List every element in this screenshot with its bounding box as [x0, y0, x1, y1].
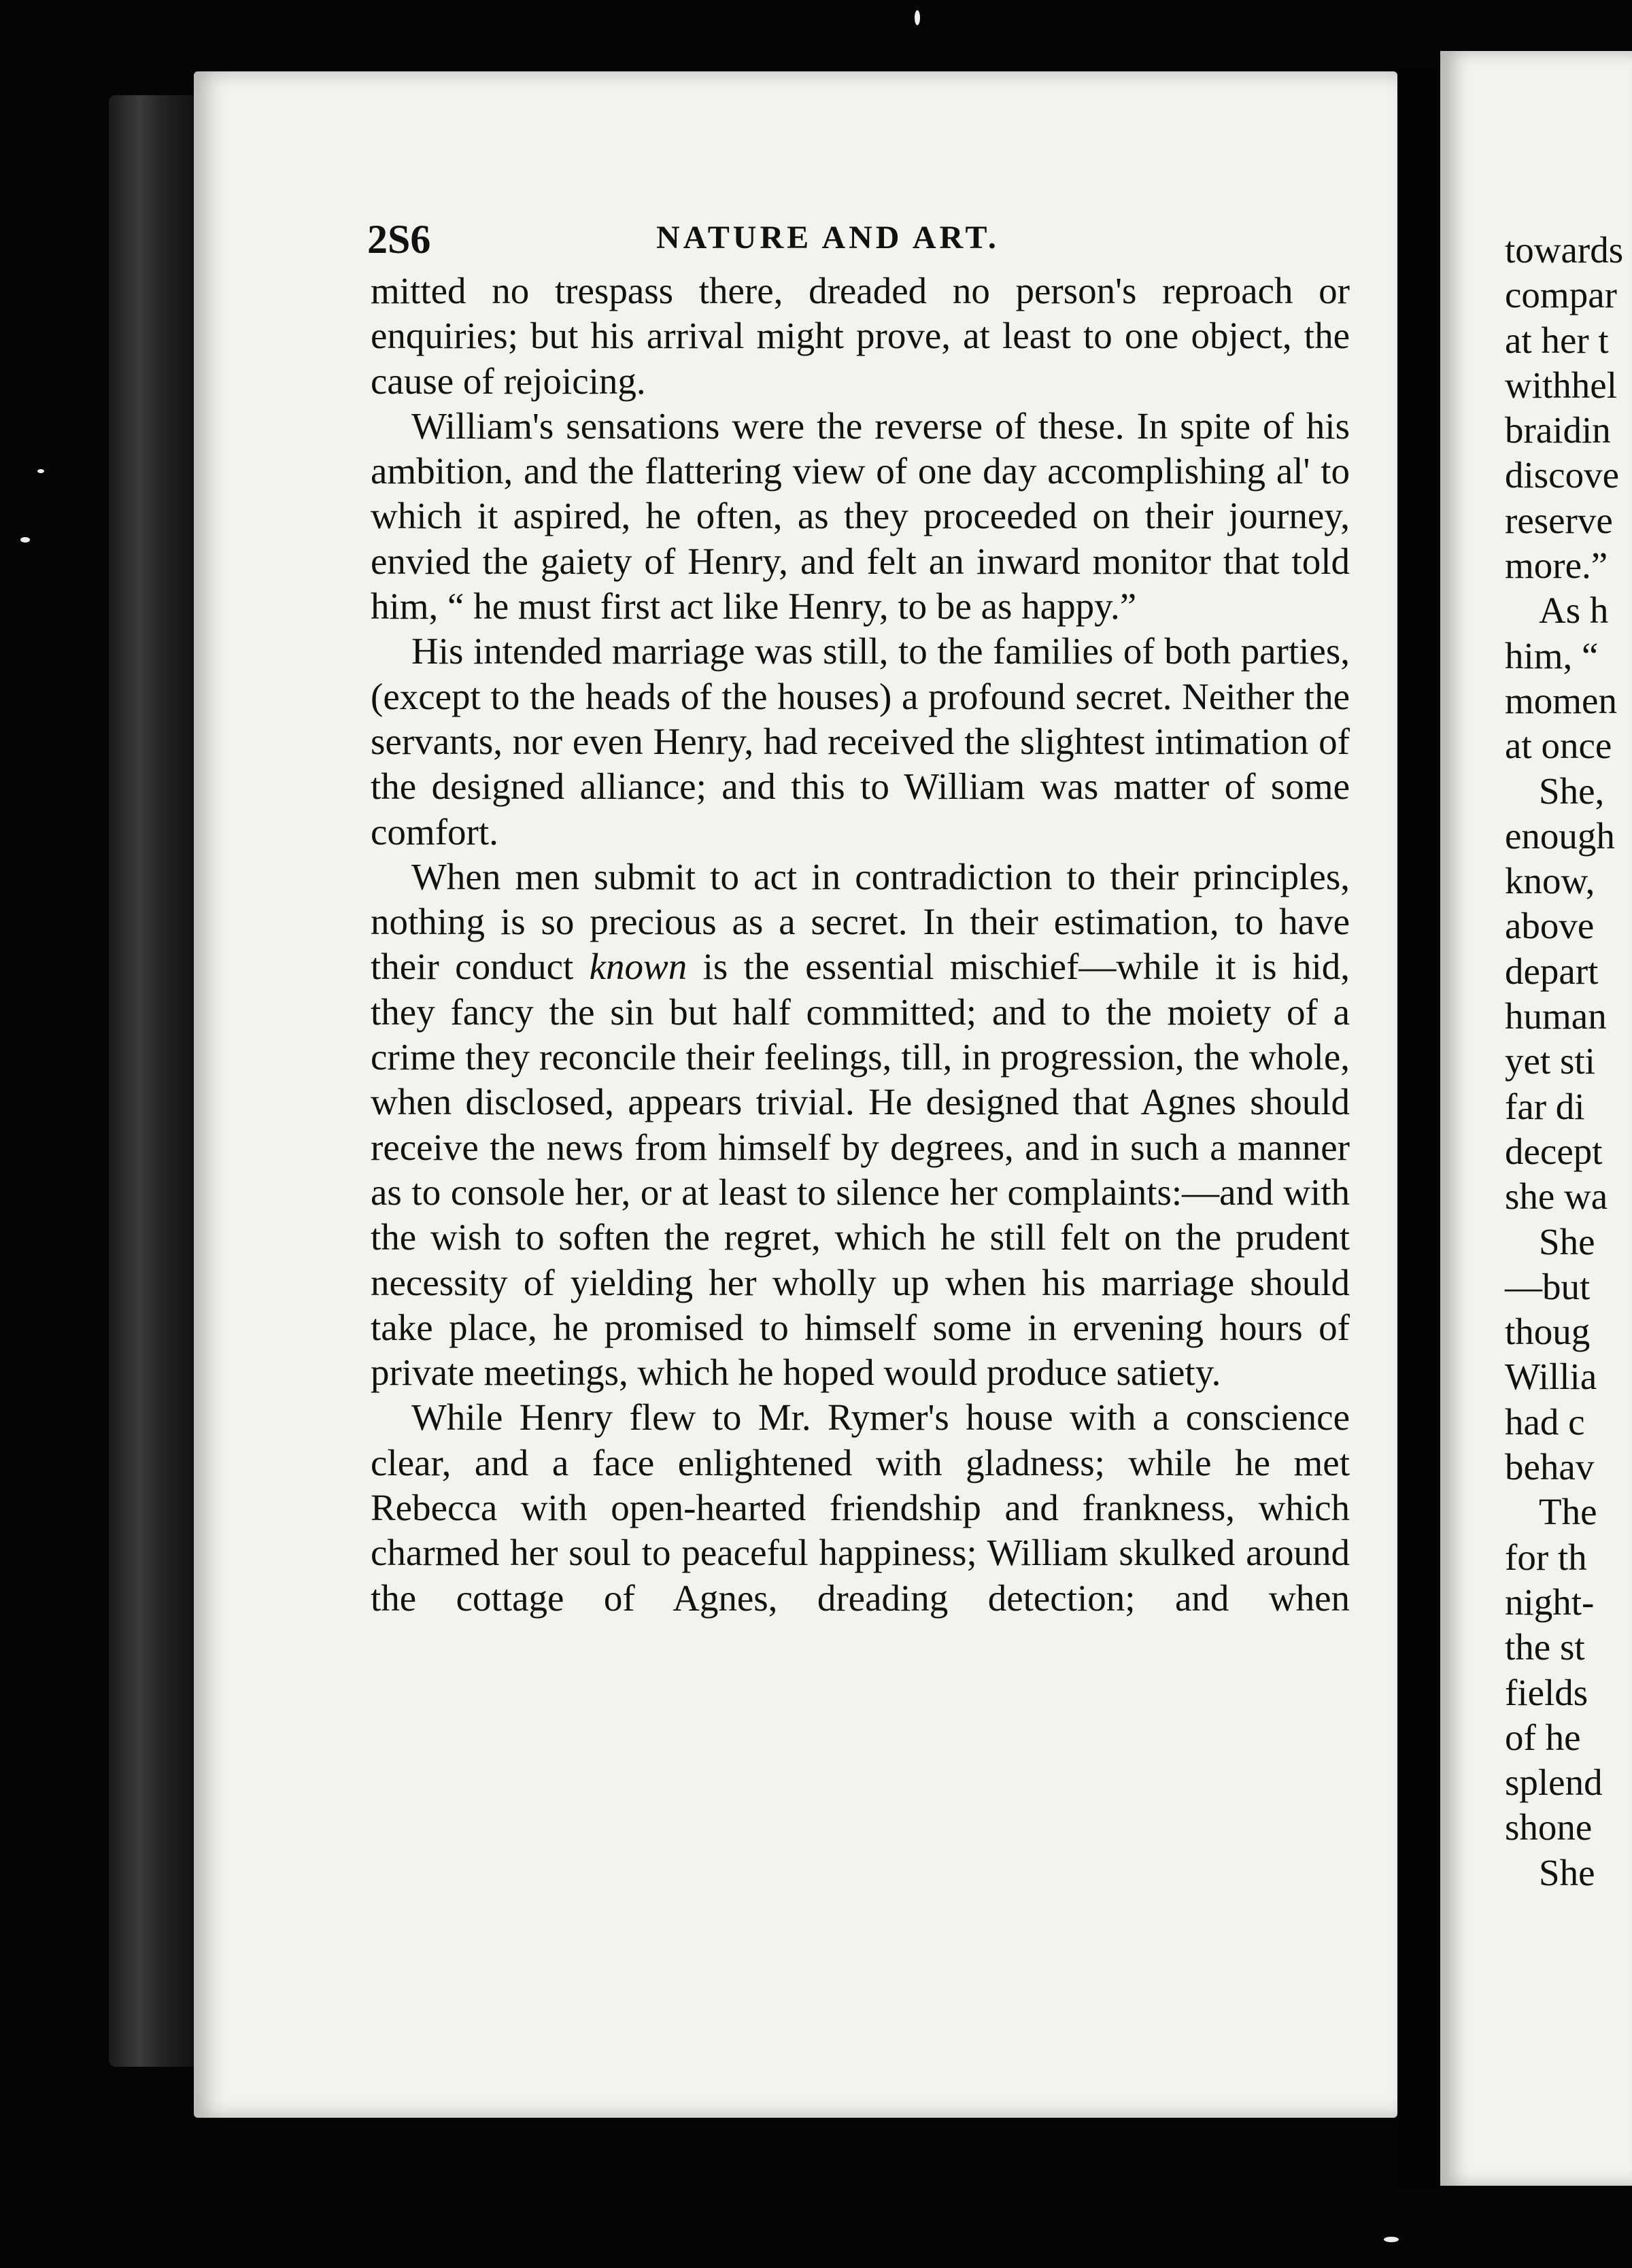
right-line: shone [1505, 1806, 1593, 1849]
right-line: She [1539, 1220, 1595, 1262]
right-line: splend [1505, 1762, 1603, 1804]
book-spine [109, 95, 197, 2067]
paragraph: His intended marriage was still, to the families of both parties, (except to the heads of the houses) a profound secret. Neither the servants, nor even Henry, had received the slightest intimation of the designed alliance; and this to William was matter of some comfort. [371, 630, 1350, 853]
scan-speck [1384, 2237, 1399, 2242]
right-line: at once [1505, 725, 1612, 767]
right-line: towards [1505, 229, 1624, 271]
right-line: Willia [1505, 1356, 1597, 1398]
right-line: withhel [1505, 364, 1617, 406]
scan-speck [37, 469, 44, 473]
scan-speck [915, 10, 920, 25]
paragraph: William's sensations were the reverse of these. In spite of his ambition, and the flattering view of one day accomplishing al' to which it aspired, he often, as they proceeded on their journey, envied the gaiety of Henry, and felt an inward monitor that told him, “ he must first act like Henry, to be as happy.” [371, 405, 1350, 628]
body-text [371, 269, 1350, 1621]
right-line: —but [1505, 1265, 1591, 1307]
right-line: of he [1505, 1716, 1581, 1758]
right-line: reserve [1505, 499, 1613, 541]
right-line: braidin [1505, 409, 1611, 451]
paragraph [371, 855, 1350, 1396]
paragraph-text: is the essential mischief—while it is hid, they fancy the sin but half committed; and to the moiety of a crime they reconcile their feelings, till, in progression, the whole, when disclosed, appears trivial. He designed that Agnes should receive the news from himself by degrees, and in such a manner as to console her, or at least to silence her complaints:—and with the wish to soften the regret, which he still felt on the prudent necessity of yielding her wholly up when his marriage should take place, he promised to himself some in ervening hours of private meetings, which he hoped would produce satiety. [371, 946, 1350, 1394]
right-line: had c [1505, 1401, 1585, 1443]
right-line: yet sti [1505, 1040, 1595, 1082]
right-line: The [1539, 1491, 1597, 1533]
right-line: far di [1505, 1085, 1585, 1127]
right-line: above [1505, 905, 1595, 947]
scan-speck [20, 537, 30, 543]
right-line: depart [1505, 950, 1599, 992]
right-line: thoug [1505, 1311, 1591, 1353]
paragraph-text: When men submit to act in contradiction to their principles, nothing is so precious as a secret. In their estimation, to have their conduct [371, 855, 1350, 988]
right-page-text [1505, 228, 1632, 1895]
right-line: compar [1505, 274, 1617, 316]
right-line: for th [1505, 1536, 1587, 1578]
right-line: human [1505, 995, 1607, 1037]
right-line: discove [1505, 454, 1620, 496]
right-line: at her t [1505, 319, 1609, 361]
paragraph: While Henry flew to Mr. Rymer's house with a conscience clear, and a face enlightened with gladness; while he met Rebecca with open-hearted friendship and frankness, which charmed her soul to peaceful happiness; William skulked around the cottage of Agnes, dreading detection; and when [371, 1396, 1350, 1619]
right-line: enough [1505, 814, 1615, 857]
right-line: more.” [1505, 545, 1608, 587]
right-line: night- [1505, 1581, 1595, 1623]
right-line: As h [1539, 589, 1609, 632]
right-line: him, “ [1505, 634, 1599, 676]
right-line: know, [1505, 860, 1595, 902]
page-number: 2S6 [367, 217, 431, 262]
running-header [367, 216, 1374, 271]
right-line: She, [1539, 770, 1605, 812]
right-line: momen [1505, 679, 1617, 721]
right-line: She [1539, 1851, 1595, 1893]
right-line: she wa [1505, 1175, 1608, 1218]
right-line: the st [1505, 1626, 1585, 1668]
right-line: fields [1505, 1671, 1588, 1713]
emphasized-word: known [589, 946, 687, 988]
right-line: decept [1505, 1130, 1603, 1172]
right-page [1440, 51, 1632, 2186]
paragraph: mitted no trespass there, dreaded no person's reproach or enquiries; but his arrival might prove, at least to one object, the cause of rejoicing. [371, 270, 1350, 402]
right-line: behav [1505, 1446, 1595, 1488]
running-title: NATURE AND ART. [656, 220, 1000, 256]
page-gutter [1397, 68, 1445, 2189]
